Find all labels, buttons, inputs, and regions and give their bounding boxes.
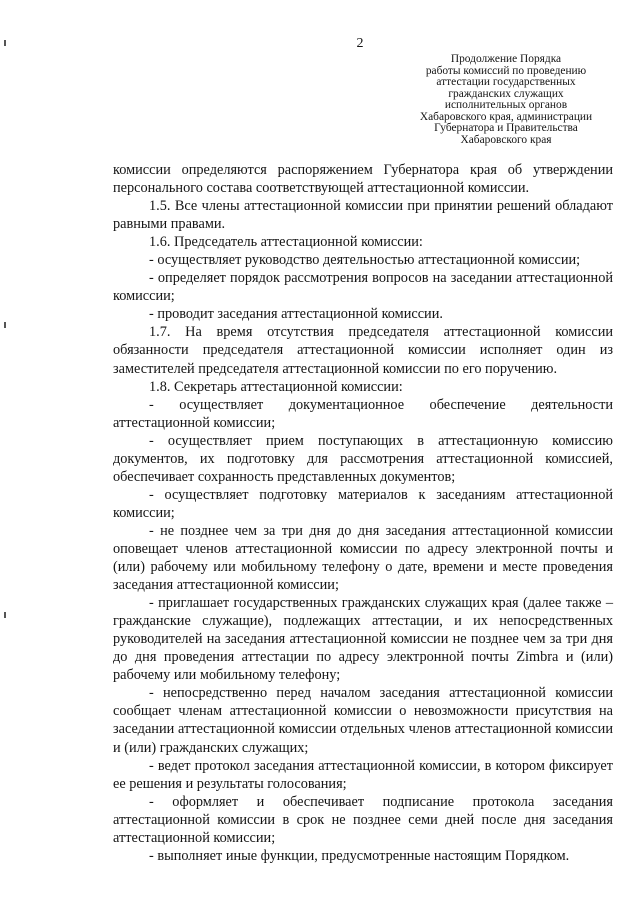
header-line: исполнительных органов — [444, 99, 568, 111]
header-line: Губернатора и Правительства — [434, 122, 578, 134]
scan-margin-mark — [4, 40, 6, 46]
header-line: гражданских служащих — [448, 87, 564, 100]
list-item: - выполняет иные функции, предусмотренные настоящим Порядком. — [149, 847, 570, 864]
header-line: работы комиссий по проведению — [425, 64, 587, 77]
clause-1-7: 1.7. На время отсутствия председателя аттестационной комиссии обязанности председателя аттестационной комиссии исполняет один из заместителей председателя аттестационной комиссии по его поручению. — [113, 324, 613, 377]
header-line: Продолжение Порядка — [450, 53, 562, 65]
header-line: Хабаровского края — [460, 133, 552, 146]
continuation-header — [408, 54, 604, 146]
list-item: - не позднее чем за три дня до дня заседания аттестационной комиссии оповещает членов аттестационной комиссии по адресу электронной почты и (или) рабочему или мобильному телефону о дате, времени и месте проведения заседания аттестационной комиссии; — [113, 522, 613, 594]
clause-1-6-heading: 1.6. Председатель аттестационной комиссии: — [149, 234, 423, 251]
list-item: - оформляет и обеспечивает подписание протокола заседания аттестационной комиссии в срок не позднее семи дней после дня заседания аттестационной комиссии; — [113, 793, 613, 846]
list-item: - ведет протокол заседания аттестационной комиссии, в котором фиксирует ее решения и результаты голосования; — [113, 757, 613, 792]
list-item: - осуществляет руководство деятельностью аттестационной комиссии; — [149, 252, 581, 269]
clause-1-8-heading: 1.8. Секретарь аттестационной комиссии: — [149, 378, 403, 395]
clause-1-5: 1.5. Все члены аттестационной комиссии при принятии решений обладают равными правами. — [113, 198, 613, 233]
list-item: - осуществляет документационное обеспечение деятельности аттестационной комиссии; — [113, 396, 613, 431]
document-body — [113, 161, 613, 865]
scan-margin-mark — [4, 612, 6, 618]
header-line: Хабаровского края, администрации — [419, 110, 593, 123]
header-line: аттестации государственных — [436, 76, 576, 88]
list-item: - непосредственно перед началом заседания аттестационной комиссии сообщает членам аттестационной комиссии о невозможности присутствия на заседании аттестационной комиссии отдельных членов аттестационной комиссии и (или) гражданских служащих; — [113, 685, 613, 756]
scan-margin-mark — [4, 322, 6, 328]
list-item: - определяет порядок рассмотрения вопросов на заседании аттестационной комиссии; — [113, 270, 613, 305]
list-item: - осуществляет подготовку материалов к заседаниям аттестационной комиссии; — [113, 486, 613, 521]
list-item: - приглашает государственных гражданских служащих края (далее также – гражданские служащие), подлежащих аттестации, и их непосредственных руководителей на заседания аттестационной комиссии не позднее чем за три дня до дня проведения аттестации по адресу электронной почты Zimbra и (или) рабочему или мобильному телефону; — [113, 595, 613, 684]
paragraph-continuation: комиссии определяются распоряжением Губернатора края об утверждении персонального состава соответствующей аттестационной комиссии. — [113, 162, 613, 197]
page-number: 2 — [356, 36, 364, 51]
list-item: - осуществляет прием поступающих в аттестационную комиссию документов, их подготовку для рассмотрения аттестационной комиссией, обеспечивает сохранность представленных документов; — [113, 432, 613, 485]
list-item: - проводит заседания аттестационной комиссии. — [149, 306, 443, 323]
